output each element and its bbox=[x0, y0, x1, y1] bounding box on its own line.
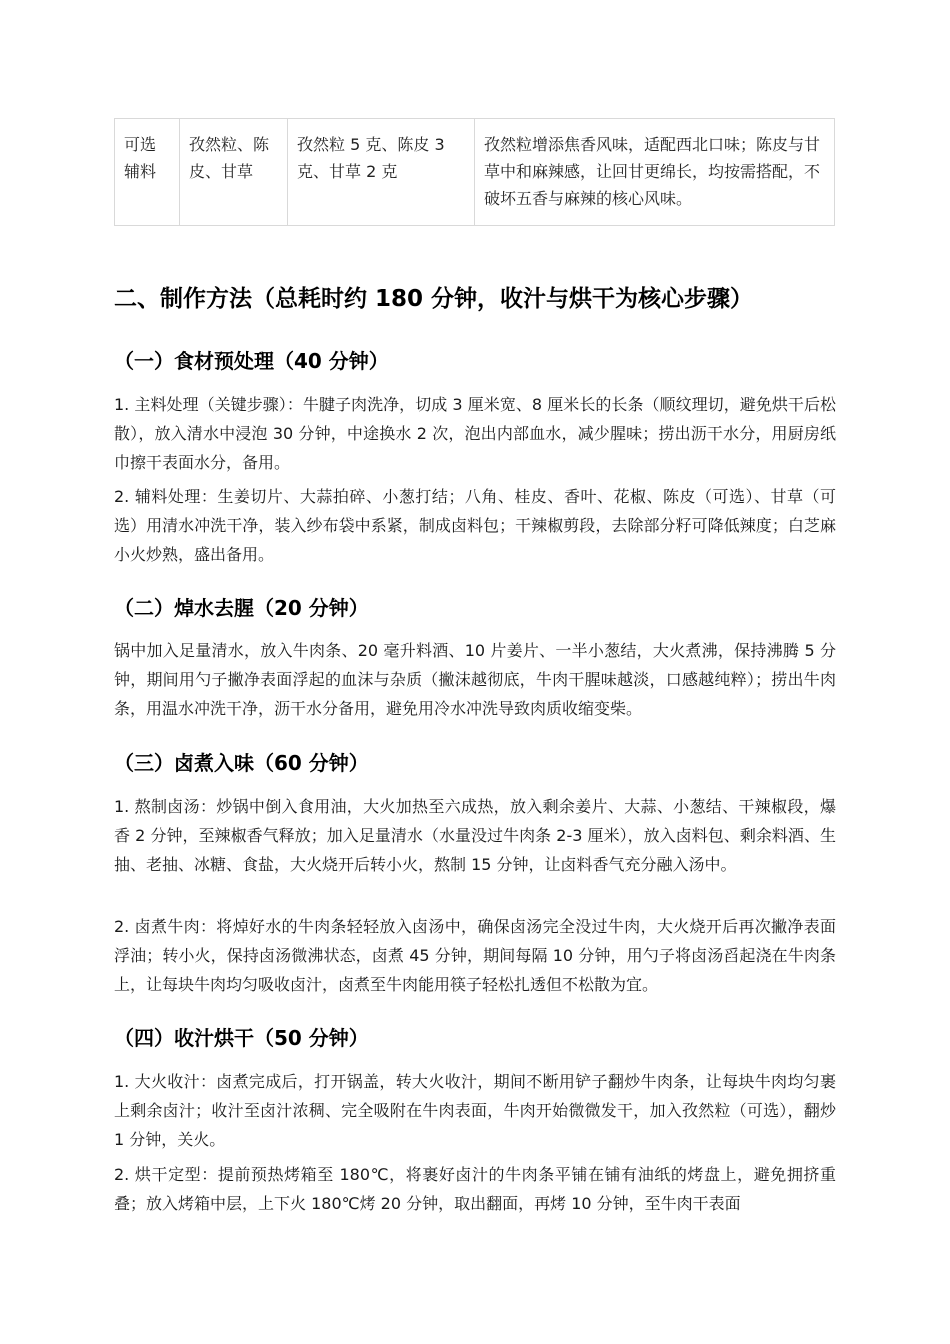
paragraph-braise-beef: 2. 卤煮牛肉：将焯好水的牛肉条轻轻放入卤汤中，确保卤汤完全没过牛肉，大火烧开后再次撇净表面浮油；转小火，保持卤汤微沸状态，卤煮 45 分钟，期间每隔 10 分钟，用勺子将卤汤舀起浇在牛肉条上，让每块牛肉均匀吸收卤汁，卤煮至牛肉能用筷子轻松扎透但不松散为宜。 bbox=[114, 917, 836, 994]
paragraph-bake: 2. 烘干定型：提前预热烤箱至 180℃，将裹好卤汁的牛肉条平铺在铺有油纸的烤盘上，避免拥挤重叠；放入烤箱中层，上下火 180℃烤 20 分钟，取出翻面，再烤 10 分钟，至牛肉干表面 bbox=[114, 1165, 836, 1213]
paragraph-blanch: 锅中加入足量清水，放入牛肉条、20 毫升料酒、10 片姜片、一半小葱结，大火煮沸，保持沸腾 5 分钟，期间用勺子撇净表面浮起的血沫与杂质（撇沫越彻底，牛肉干腥味越淡，口感越纯粹）；捞出牛肉条，用温水冲洗干净，沥干水分备用，避免用冷水冲洗导致肉质收缩变柴。 bbox=[114, 641, 836, 718]
subheading-dry: （四）收汁烘干（50 分钟） bbox=[114, 1026, 369, 1050]
table-cell-items: 孜然粒、陈皮、甘草 bbox=[180, 119, 288, 226]
paragraph-prep-aux: 2. 辅料处理：生姜切片、大蒜拍碎、小葱打结；八角、桂皮、香叶、花椒、陈皮（可选）、甘草（可选）用清水冲洗干净，装入纱布袋中系紧，制成卤料包；干辣椒剪段，去除部分籽可降低辣度；白芝麻小火炒熟，盛出备用。 bbox=[114, 487, 836, 564]
paragraph-reduce: 1. 大火收汁：卤煮完成后，打开锅盖，转大火收汁，期间不断用铲子翻炒牛肉条，让每块牛肉均匀裹上剩余卤汁；收汁至卤汁浓稠、完全吸附在牛肉表面，牛肉开始微微发干，加入孜然粒（可选），翻炒 1 分钟，关火。 bbox=[114, 1072, 836, 1149]
table-row bbox=[115, 119, 835, 226]
table-cell-amount: 孜然粒 5 克、陈皮 3 克、甘草 2 克 bbox=[288, 119, 475, 226]
paragraph-prep-main: 1. 主料处理（关键步骤）：牛腱子肉洗净，切成 3 厘米宽、8 厘米长的长条（顺纹理切，避免烘干后松散），放入清水中浸泡 30 分钟，中途换水 2 次，泡出内部血水，减少腥味；捞出沥干水分，用厨房纸巾擦干表面水分，备用。 bbox=[114, 395, 836, 472]
subheading-blanch: （二）焯水去腥（20 分钟） bbox=[114, 596, 369, 620]
table-cell-category: 可选辅料 bbox=[115, 119, 180, 226]
paragraph-braise-soup: 1. 熬制卤汤：炒锅中倒入食用油，大火加热至六成热，放入剩余姜片、大蒜、小葱结、干辣椒段，爆香 2 分钟，至辣椒香气释放；加入足量清水（水量没过牛肉条 2-3 厘米），放入卤料包、剩余料酒、生抽、老抽、冰糖、食盐，大火烧开后转小火，熬制 15 分钟，让卤料香气充分融入汤中。 bbox=[114, 797, 836, 874]
table-cell-note: 孜然粒增添焦香风味，适配西北口味；陈皮与甘草中和麻辣感，让回甘更绵长，均按需搭配，不破坏五香与麻辣的核心风味。 bbox=[475, 119, 835, 226]
optional-ingredients-table bbox=[114, 118, 835, 226]
subheading-braise: （三）卤煮入味（60 分钟） bbox=[114, 751, 369, 775]
subheading-prep: （一）食材预处理（40 分钟） bbox=[114, 349, 389, 373]
section-heading-method: 二、制作方法（总耗时约 180 分钟，收汁与烘干为核心步骤） bbox=[114, 286, 754, 312]
